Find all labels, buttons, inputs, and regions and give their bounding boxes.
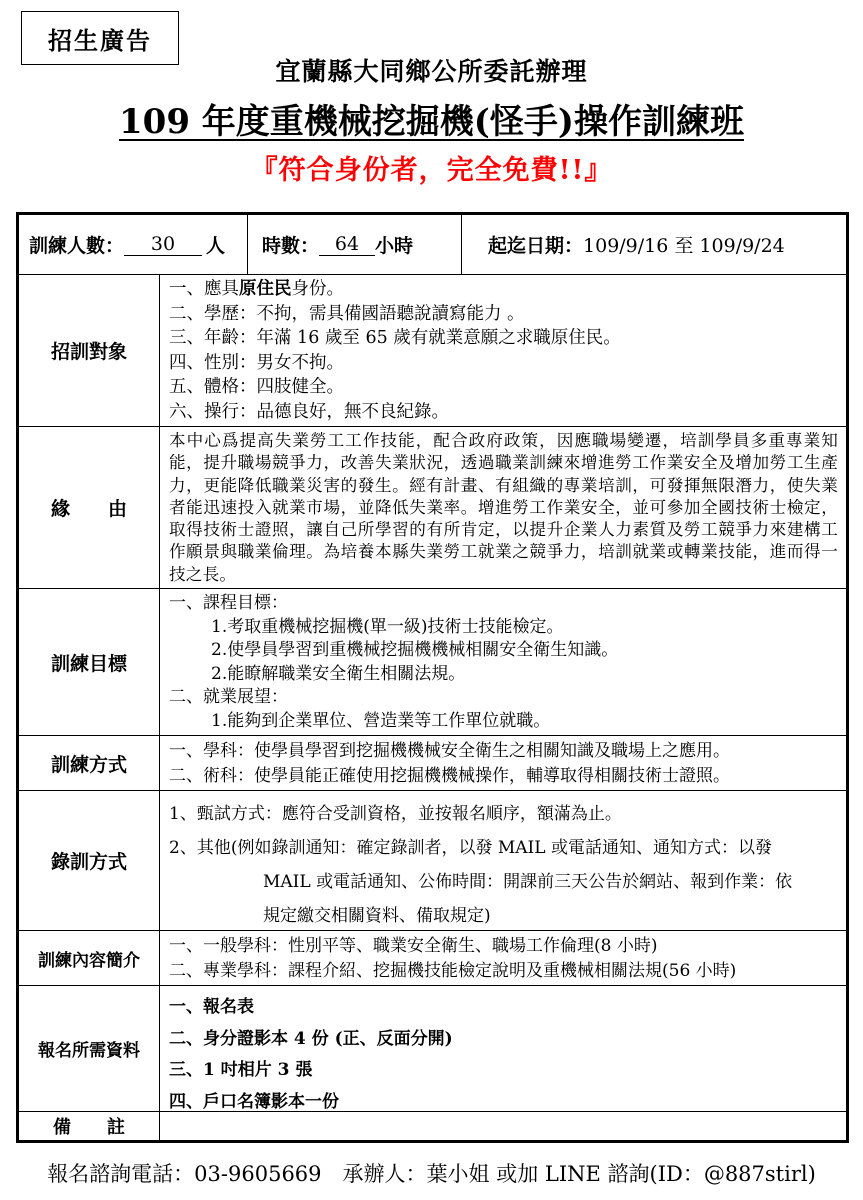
dates-cell [462, 215, 846, 274]
method-content [169, 739, 838, 790]
trainees-cell [19, 215, 248, 274]
content-label: 訓練內容簡介 [19, 931, 160, 985]
admission-label: 錄訓方式 [19, 791, 160, 930]
target-item-6: 六、操行：品德良好，無不良紀錄。 [169, 401, 449, 422]
method-label: 訓練方式 [19, 736, 160, 790]
reason-paragraph: 本中心爲提高失業勞工工作技能，配合政府政策，因應職場變遷，培訓學員多重專業知能，提升職場競爭力，改善失業狀況，透過職業訓練來增進勞工作業安全及增加勞工生產力，更能降低職業災害的發生。經有計畫、有組織的專業培訓，可發揮無限潛力，使失業者能迅速投入就業市場，並降低失業率。增進勞工作業安全，並可參加全國技術士檢定，取得技術士證照，讓自己所學習的有所肯定，以提升企業人力素質及勞工競爭力來建構工作願景與職業倫理。為培養本縣失業勞工就業之競爭力，培訓就業或轉業技能，進而得一技之長。 [169, 431, 838, 584]
free-slogan: 『符合身份者，完全免費!!』 [250, 155, 613, 186]
admission-item-1: 1、甄試方式：應符合受訓資格，並按報名順序，額滿為止。 [169, 804, 622, 824]
ad-tag: 招生廣告 [21, 11, 179, 65]
goals-content [169, 592, 838, 735]
admission-item-2: 2、其他(例如錄訓通知：確定錄訓者，以發 MAIL 或電話通知、通知方式：以發 [169, 838, 772, 858]
documents-content [169, 992, 838, 1111]
content-row [19, 930, 846, 985]
method-row [19, 735, 846, 790]
goals-label: 訓練目標 [19, 589, 160, 735]
organizer-subtitle: 宜蘭縣大同鄉公所委託辦理 [275, 57, 588, 86]
documents-label: 報名所需資料 [19, 986, 160, 1111]
goals-row [19, 588, 846, 735]
hours-value: 64 [319, 233, 375, 256]
goals-item-3: 2.能瞭解職業安全衛生相關法規。 [211, 663, 466, 684]
goals-item-1: 1.考取重機械挖掘機(單一級)技術士技能檢定。 [211, 616, 564, 637]
content-content [169, 934, 838, 985]
documents-item-3: 三、1 吋相片 3 張 [169, 1060, 313, 1080]
content-item-1: 一、一般學科：性別平等、職業安全衛生、職場工作倫理(8 小時) [169, 936, 658, 956]
trainees-label: 訓練人數： [29, 235, 125, 257]
target-item-3: 三、年齡：年滿 16 歲至 65 歲有就業意願之求職原住民。 [169, 328, 621, 349]
target-label: 招訓對象 [19, 275, 160, 426]
title-text: 109 年度重機械挖掘機(怪手)操作訓練班 [119, 102, 744, 142]
remarks-content [169, 1112, 838, 1140]
summary-row [19, 215, 846, 274]
goals-item-4: 1.能夠到企業單位、營造業等工作單位就職。 [211, 710, 551, 731]
content-item-2: 二、專業學科：課程介紹、挖掘機技能檢定說明及重機械相關法規(56 小時) [169, 960, 737, 981]
documents-item-1: 一、報名表 [169, 997, 254, 1017]
trainees-value: 30 [124, 233, 202, 256]
contact-footer: 報名諮詢電話：03-9605669 承辦人：葉小姐 或加 LINE 諮詢(ID：@887stirl) [47, 1162, 816, 1186]
method-item-1: 一、學科：使學員學習到挖掘機機械安全衛生之相關知識及職場上之應用。 [169, 741, 730, 761]
info-table [16, 212, 849, 1143]
dates-value: 109/9/16 至 109/9/24 [583, 235, 785, 257]
dates-label: 起迄日期： [488, 235, 584, 257]
goals-heading-2: 二、就業展望： [169, 687, 288, 708]
trainees-unit: 人 [206, 235, 226, 257]
documents-item-2: 二、身分證影本 4 份 (正、反面分開) [169, 1028, 453, 1049]
documents-row [19, 985, 846, 1111]
admission-item-3: MAIL 或電話通知、公佈時間：開課前三天公告於網站、報到作業：依 [263, 872, 793, 892]
target-item-4: 四、性別：男女不拘。 [169, 352, 344, 373]
hours-cell [248, 215, 462, 274]
target-content [169, 277, 838, 426]
admission-item-4: 規定繳交相關資料、備取規定) [263, 906, 491, 926]
reason-row [19, 426, 846, 588]
admission-row [19, 790, 846, 930]
goals-item-2: 2.使學員學習到重機械挖掘機機械相關安全衛生知識。 [211, 640, 619, 661]
remarks-row [19, 1111, 846, 1140]
hours-label: 時數： [262, 235, 320, 257]
page-title [0, 94, 863, 143]
documents-item-4: 四、戶口名簿影本一份 [169, 1091, 339, 1112]
target-row [19, 274, 846, 426]
admission-content [169, 797, 838, 930]
target-item-1: 一、應具原住民身份。 [169, 279, 344, 299]
goals-heading-1: 一、課程目標： [169, 593, 288, 613]
reason-label: 緣 由 [19, 427, 160, 588]
remarks-label: 備 註 [19, 1112, 160, 1140]
target-item-2: 二、學歷：不拘，需具備國語聽說讀寫能力 。 [169, 303, 525, 324]
hours-unit: 小時 [375, 235, 414, 257]
method-item-2: 二、術科：使學員能正確使用挖掘機機械操作，輔導取得相關技術士證照。 [169, 765, 730, 786]
target-item-5: 五、體格：四肢健全。 [169, 377, 344, 398]
